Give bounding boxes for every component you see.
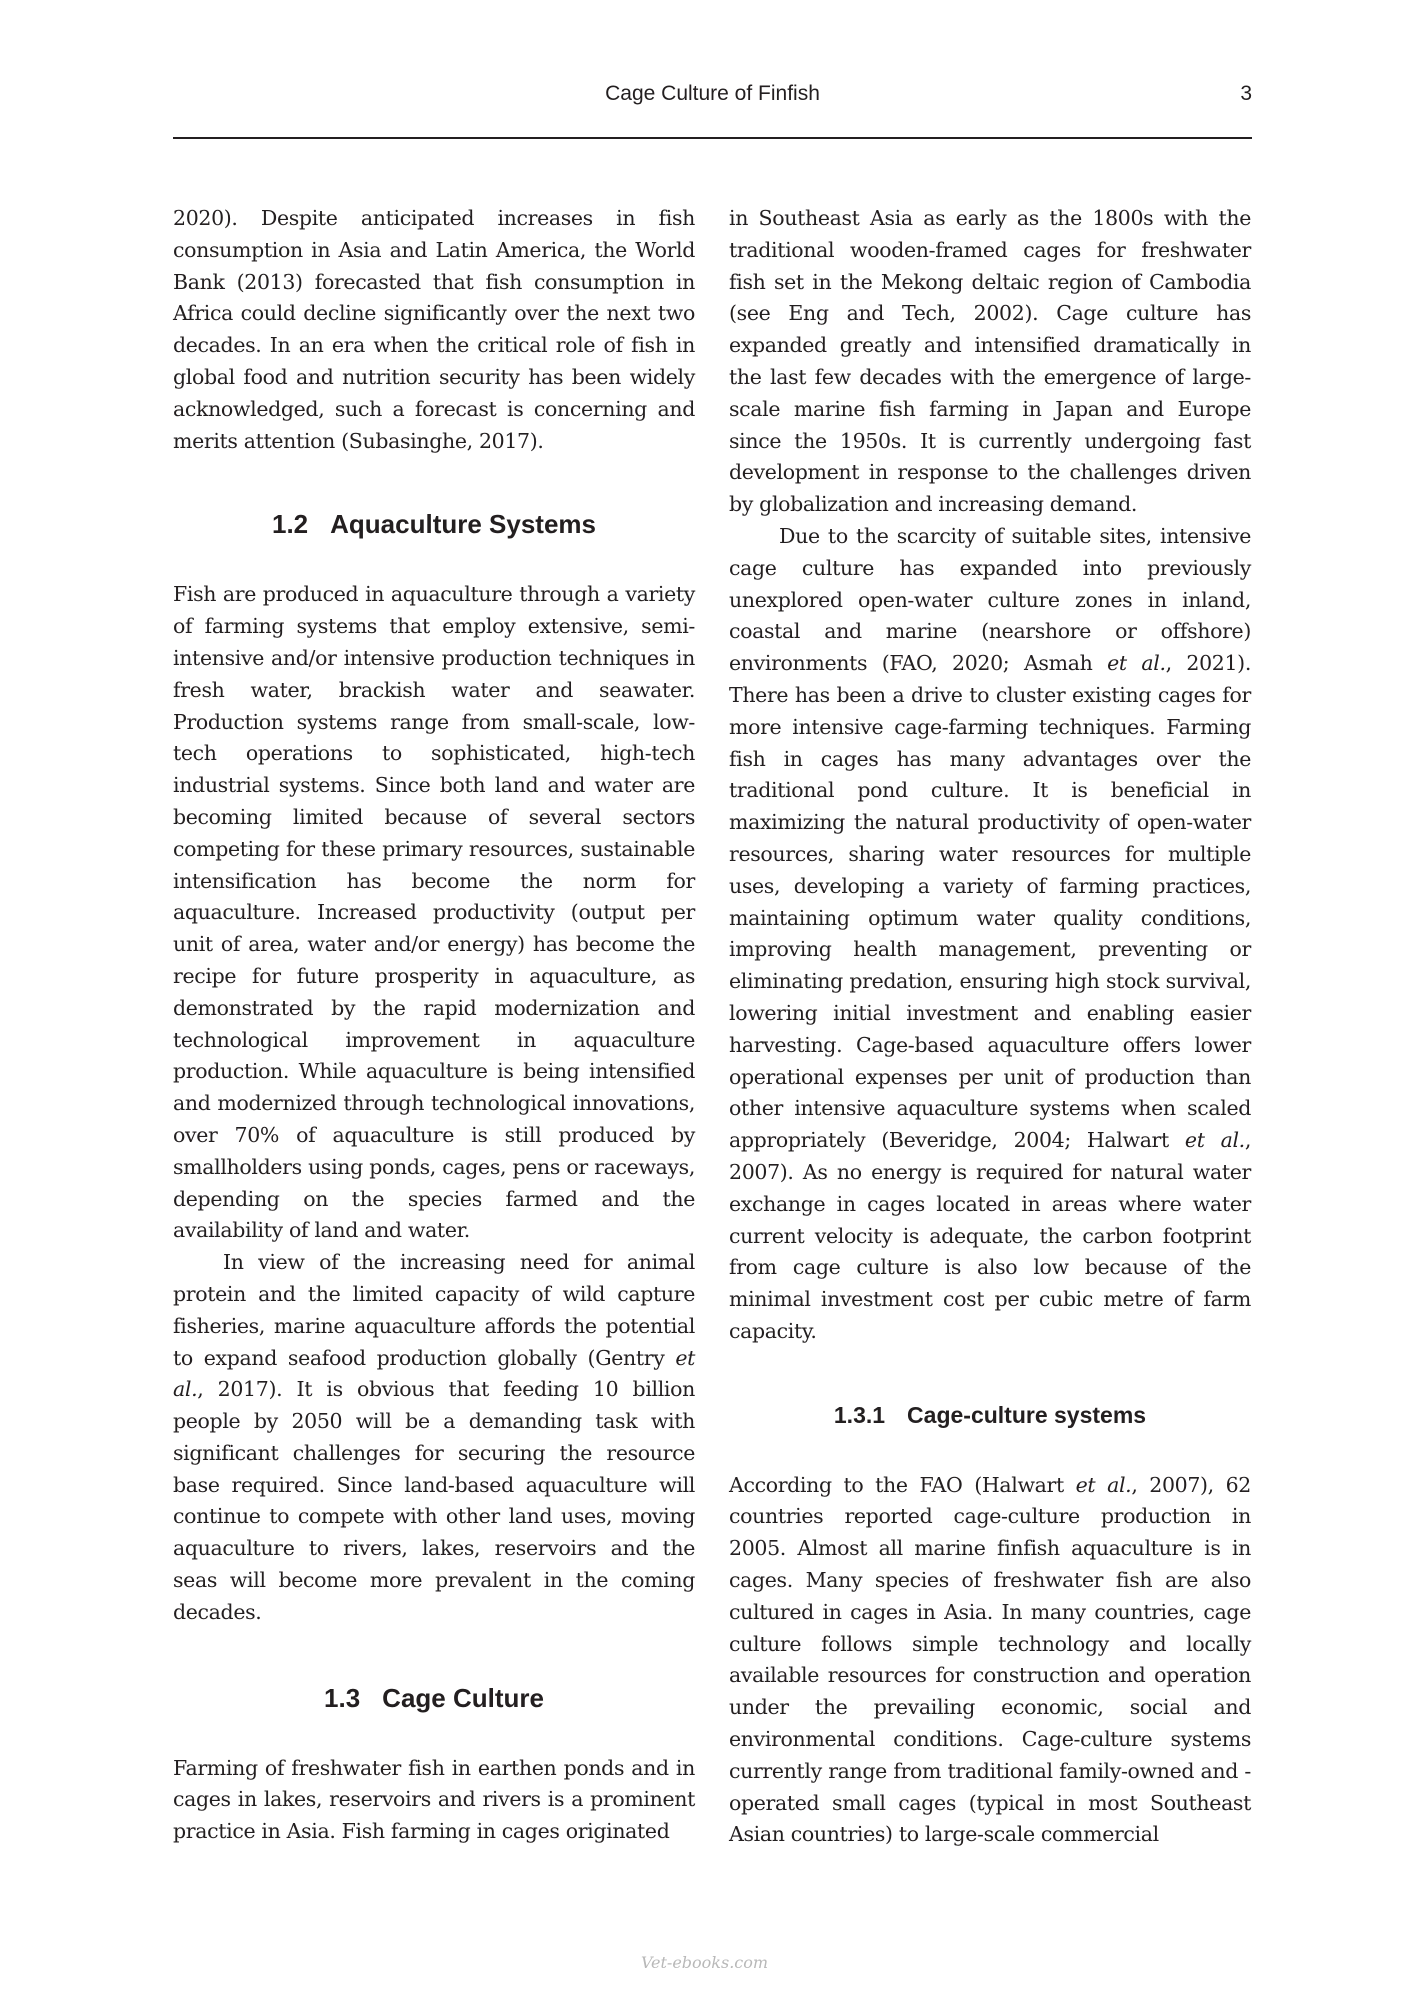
paragraph: Farming of freshwater fish in earthen ponds and in cages in lakes, reservoirs and rivers is a prominent practice in Asia. Fish farming in cages originated — [173, 1755, 695, 1844]
italic-text: et al. — [1107, 651, 1166, 676]
right-column — [729, 203, 1251, 1851]
text-run: , 2017). It is obvious that feeding 10 billion people by 2050 will be a demanding task with significant challenges for securing the resource base required. Since land-based aquaculture will continue to compete with other land uses, moving aquaculture to rivers, lakes, reservoirs and the seas will become more prevalent in the coming decades. — [173, 1377, 695, 1624]
paragraph: 2020). Despite anticipated increases in fish consumption in Asia and Latin America, the World Bank (2013) forecasted that fish consumption in Africa could decline significantly over the next two decades. In an era when the critical role of fish in global food and nutrition security has been widely acknowledged, such a forecast is concerning and merits attention (Subasinghe, 2017). — [173, 206, 695, 453]
page-number: 3 — [1240, 82, 1252, 105]
text-run: , 2007). As no energy is required for natural water exchange in cages located in areas where water current velocity is adequate, the carbon footprint from cage culture is also low because of the minimal investment cost per cubic metre of farm capacity. — [729, 1128, 1251, 1343]
paragraph: Fish are produced in aquaculture through a variety of farming systems that employ extensive, semi-intensive and/or intensive production techniques in fresh water, brackish water and seawater. Production systems range from small-scale, low-tech operations to sophisticated, high-tech industrial systems. Since both land and water are becoming limited because of several sectors competing for these primary resources, sustainable intensification has become the norm for aquaculture. Increased productivity (output per unit of area, water and/or energy) has become the recipe for future prosperity in aquaculture, as demonstrated by the rapid modernization and technological improvement in aquaculture production. While aquaculture is being intensified and modernized through technological innovations, over 70% of aquaculture is still produced by smallholders using ponds, cages, pens or raceways, depending on the species farmed and the availability of land and water. — [173, 582, 695, 1243]
page-header — [173, 82, 1252, 112]
paragraph — [173, 1247, 695, 1629]
subsection-title: Cage-culture systems — [907, 1401, 1147, 1428]
text-run: In view of the increasing need for animal protein and the limited capacity of wild capture fisheries, marine aquaculture affords the potential to expand seafood production globally (Gentry — [173, 1250, 695, 1370]
paragraph: in Southeast Asia as early as the 1800s with the traditional wooden-framed cages for freshwater fish set in the Mekong deltaic region of Cambodia (see Eng and Tech, 2002). Cage culture has expanded greatly and intensified dramatically in the last few decades with the emergence of large-scale marine fish farming in Japan and Europe since the 1950s. It is currently undergoing fast development in response to the challenges driven by globalization and increasing demand. — [729, 206, 1251, 517]
section-number: 1.2 — [271, 509, 309, 540]
section-heading — [173, 1681, 695, 1715]
paragraph — [729, 1470, 1251, 1852]
text-run: , 2007), 62 countries reported cage-culture production in 2005. Almost all marine finfish aquaculture is in cages. Many species of freshwater fish are also cultured in cages in Asia. In many countries, cage culture follows simple technology and locally available resources for construction and operation under the prevailing economic, social and environmental conditions. Cage-culture systems currently range from traditional family-owned and -operated small cages (typical in most Southeast Asian countries) to large-scale commercial — [729, 1472, 1251, 1847]
text-run: Due to the scarcity of suitable sites, intensive cage culture has expanded into previously unexplored open-water culture zones in inland, coastal and marine (nearshore or offshore) environments (FAO, 2020; Asmah — [729, 523, 1251, 676]
header-rule — [173, 137, 1252, 139]
left-column — [173, 203, 695, 1848]
section-title: Cage Culture — [382, 1682, 544, 1713]
italic-text: et al. — [1075, 1472, 1132, 1497]
paragraph — [729, 521, 1251, 1348]
section-number: 1.3 — [324, 1682, 361, 1713]
watermark-logo: Vet-ebooks.com — [640, 1953, 769, 1972]
running-title: Cage Culture of Finfish — [605, 82, 820, 105]
text-run: According to the FAO (Halwart — [729, 1472, 1076, 1497]
italic-text: et al. — [173, 1345, 695, 1402]
section-heading — [173, 507, 695, 541]
section-title: Aquaculture Systems — [330, 509, 597, 540]
italic-text: et al. — [1184, 1128, 1245, 1153]
text-run: , 2021). There has been a drive to cluster existing cages for more intensive cage-farming techniques. Farming fish in cages has many advantages over the traditional pond culture. It is beneficial in maximizing the natural productivity of open-water resources, sharing water resources for multiple uses, developing a variety of farming practices, maintaining optimum water quality conditions, improving health management, preventing or eliminating predation, ensuring high stock survival, lowering initial investment and enabling easier harvesting. Cage-based aquaculture offers lower operational expenses per unit of production than other intensive aquaculture systems when scaled appropriately (Beveridge, 2004; Halwart — [729, 651, 1251, 1153]
subsection-heading — [729, 1400, 1251, 1430]
subsection-number: 1.3.1 — [833, 1401, 886, 1428]
